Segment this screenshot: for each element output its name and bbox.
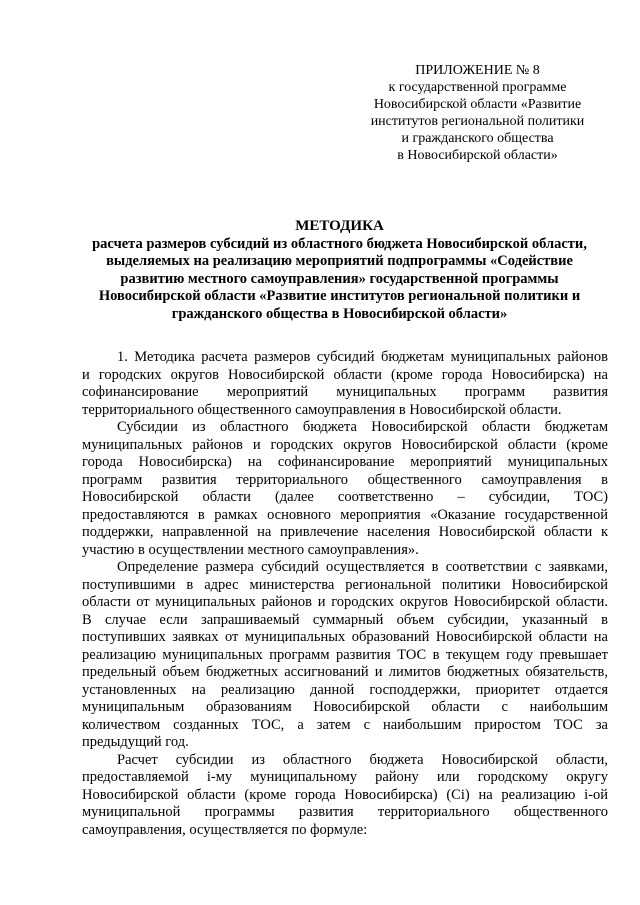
text-line: участию в осуществлении местного самоуправления». [82, 541, 419, 558]
text-line: и городских округов Новосибирской области (кроме города Новосибирска) на [82, 366, 608, 383]
appendix-line: и гражданского общества [401, 131, 554, 146]
text-line: муниципальной программы развития территориального общественного [82, 804, 608, 820]
text-line: предельный объем бюджетных ассигнований и лимитов бюджетных обязательств, [82, 664, 608, 680]
appendix-line: ПРИЛОЖЕНИЕ № 8 [415, 63, 540, 78]
text-line: установленных на реализацию данной господдержки, приоритет отдается [82, 681, 608, 698]
text-line: количеством созданных ТОС, а затем с наибольшим приростом ТОС за [82, 716, 608, 733]
title-line: развитию местного самоуправления» государственной программы [120, 270, 559, 287]
appendix-line: институтов региональной политики [370, 114, 585, 129]
appendix-line: Новосибирской области «Развитие [373, 97, 582, 112]
text-line: 1. Методика расчета размеров субсидий бюджетам муниципальных районов [117, 349, 608, 365]
text-line: самоуправления, осуществляется по формуле: [82, 821, 368, 838]
appendix-line: к государственной программе [388, 80, 567, 95]
title-line: расчета размеров субсидий из областного бюджета Новосибирской области, [92, 235, 587, 252]
text-line: Новосибирской области (далее соответственно – субсидии, ТОС) [82, 489, 608, 505]
text-line: территориального общественного самоуправления в Новосибирской области. [82, 401, 562, 418]
text-line: софинансирование мероприятий муниципальных программ развития [82, 384, 608, 400]
text-line: В случае если запрашиваемый суммарный объем субсидии, указанный в [82, 611, 608, 628]
text-line: города Новосибирска) на софинансирование мероприятий муниципальных [82, 454, 608, 470]
text-line: предоставляемой i-му муниципальному району или городскому округу [82, 769, 608, 785]
text-line: предоставляются в рамках основного мероприятия «Оказание государственной [82, 506, 608, 523]
text-line: Определение размера субсидий осуществляется в соответствии с заявками, [117, 559, 608, 575]
title-line: гражданского общества в Новосибирской области» [171, 305, 508, 322]
appendix-line: в Новосибирской области» [397, 148, 558, 163]
title-line: Новосибирской области «Развитие институтов региональной политики и [98, 288, 581, 304]
document-title [62, 218, 617, 323]
appendix-header [340, 62, 615, 164]
text-line: реализацию муниципальных программ развития ТОС в текущем году превышает [82, 646, 608, 663]
title-main: МЕТОДИКА [295, 218, 384, 234]
text-line: муниципальных районов и городских округов Новосибирской области (кроме [82, 436, 608, 453]
text-line: Расчет субсидии из областного бюджета Новосибирской области, [117, 751, 608, 768]
text-line: поступивших заявках от муниципальных образований Новосибирской области на [82, 629, 608, 645]
title-line: выделяемых на реализацию мероприятий подпрограммы «Содействие [106, 253, 573, 269]
text-line: программ развития территориального общественного самоуправления в [82, 471, 608, 488]
paragraph-4 [82, 752, 608, 840]
text-line: предыдущий год. [82, 734, 189, 750]
text-line: области от муниципальных районов и городских округов Новосибирской области. [82, 594, 608, 610]
text-line: поддержки, направленной на привлечение населения Новосибирской области к [82, 524, 608, 540]
text-line: поступившими в адрес министерства региональной политики Новосибирской [82, 576, 608, 593]
body-text [82, 349, 608, 839]
text-line: муниципальным образованиям Новосибирской области с наибольшим [82, 699, 608, 715]
text-line: Субсидии из областного бюджета Новосибирской области бюджетам [117, 419, 608, 435]
paragraph-3 [82, 559, 608, 752]
paragraph-1 [82, 349, 608, 419]
paragraph-2 [82, 419, 608, 559]
text-line: Новосибирской области (кроме города Новосибирска) (Ci) на реализацию i-ой [82, 786, 608, 803]
